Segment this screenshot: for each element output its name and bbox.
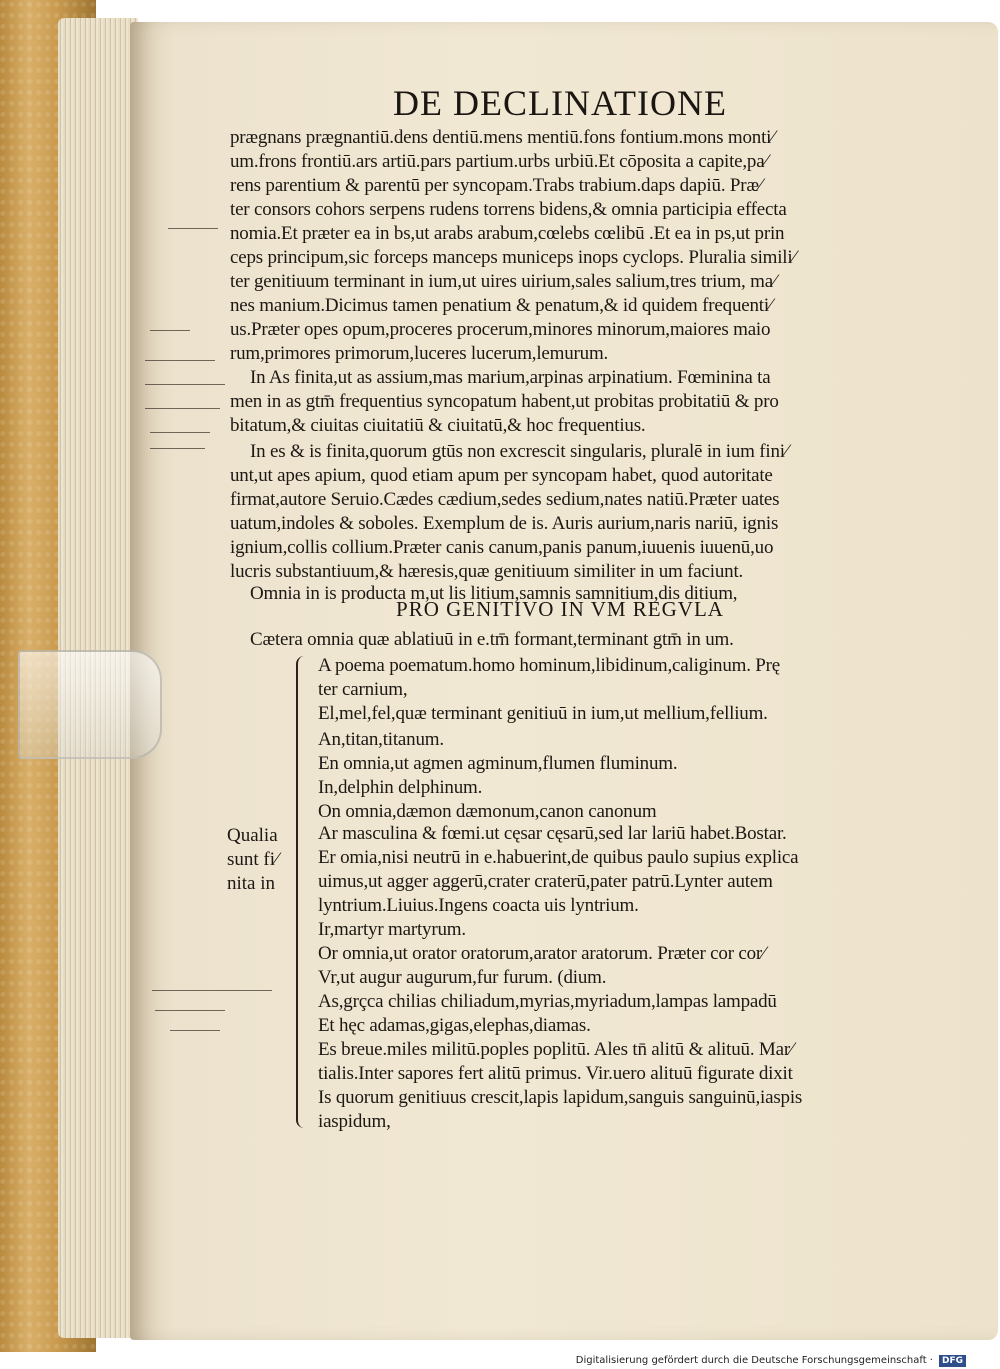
handwritten-annotation xyxy=(168,228,218,229)
list-line: lyntrium.Liuius.Ingens coacta uis lyntrium. xyxy=(318,895,639,916)
list-line: Er omia,nisi neutrū in e.habuerint,de quibus paulo supius explica xyxy=(318,847,799,868)
list-line: Ir,martyr martyrum. xyxy=(318,919,466,940)
rule-intro: Cætera omnia quæ ablatiuū in e.tm̄ formant,terminant gtm̄ in um. xyxy=(250,629,734,650)
handwritten-annotation xyxy=(152,990,272,991)
list-line: As,grçca chilias chiliadum,myrias,myriadum,lampas lampadū xyxy=(318,991,777,1012)
margin-label-line: sunt fi⁄ xyxy=(227,849,279,870)
list-line: El,mel,fel,quæ terminant genitiuū in ium,ut mellium,fellium. xyxy=(318,703,768,724)
handwritten-annotation xyxy=(150,448,205,449)
list-brace xyxy=(296,656,308,1128)
text-line: unt,ut apes apium, quod etiam apum per syncopam habet, quod autoritate xyxy=(230,465,773,486)
handwritten-annotation xyxy=(150,330,190,331)
list-line: In,delphin delphinum. xyxy=(318,777,483,798)
transparent-bookmark-tab xyxy=(18,650,162,759)
rule-heading: PRO GENITIVO IN VM REGVLA xyxy=(396,597,724,621)
text-line: rens parentium & parentū per syncopam.Trabs trabium.daps dapiū. Præ⁄ xyxy=(230,175,762,196)
text-line: us.Præter opes opum,proceres procerum,minores minorum,maiores maio xyxy=(230,319,771,340)
list-line: On omnia,dæmon dæmonum,canon canonum xyxy=(318,801,657,822)
list-line: En omnia,ut agmen agminum,flumen fluminum. xyxy=(318,753,678,774)
text-line: In es & is finita,quorum gtūs non excrescit singularis, pluralē in ium fini⁄ xyxy=(250,441,788,462)
text-line: ter consors cohors serpens rudens torrens bidens,& omnia participia effecta xyxy=(230,199,787,220)
text-line: firmat,autore Seruio.Cædes cædium,sedes sedium,nates natiū.Præter uates xyxy=(230,489,780,510)
list-line: tialis.Inter sapores fert alitū primus. Vir.uero alituū figurate dixit xyxy=(318,1063,793,1084)
list-line: Es breue.miles militū.poples poplitū. Ales tn̄ alitū & alituū. Mar⁄ xyxy=(318,1039,793,1060)
text-line: nes manium.Dicimus tamen penatium & penatum,& id quidem frequenti⁄ xyxy=(230,295,772,316)
footer-credit: Digitalisierung gefördert durch die Deutsche Forschungsgemeinschaft · xyxy=(575,1355,933,1366)
handwritten-annotation xyxy=(155,1010,225,1011)
text-line: uatum,indoles & soboles. Exemplum de is. Auris aurium,naris nariū, ignis xyxy=(230,513,779,534)
text-line: lucris substantiuum,& hæresis,quæ genitiuum similiter in um faciunt. xyxy=(230,561,744,582)
text-line: In As finita,ut as assium,mas marium,arpinas arpinatium. Fœminina ta xyxy=(250,367,771,388)
list-line: A poema poematum.homo hominum,libidinum,caliginum. Prę xyxy=(318,655,781,676)
text-line: ignium,collis collium.Præter canis canum,panis panum,iuuenis iuuenū,uo xyxy=(230,537,774,558)
list-line: Or omnia,ut orator oratorum,arator aratorum. Præter cor cor⁄ xyxy=(318,943,766,964)
text-line: ter genitiuum terminant in ium,ut uires uirium,sales salium,tres trium, ma⁄ xyxy=(230,271,776,292)
text-line: men in as gtm̄ frequentius syncopatum habent,ut probitas probitatiū & pro xyxy=(230,391,779,412)
list-line: ter carnium, xyxy=(318,679,408,700)
handwritten-annotation xyxy=(170,1030,220,1031)
list-line: Vr,ut augur augurum,fur furum. (dium. xyxy=(318,967,607,988)
handwritten-annotation xyxy=(145,360,215,361)
margin-label-line: Qualia xyxy=(227,825,278,846)
handwritten-annotation xyxy=(145,384,225,385)
text-line: um.frons frontiū.ars artiū.pars partium.urbs urbiū.Et cōposita a capite,pa⁄ xyxy=(230,151,768,172)
text-line: prægnans prægnantiū.dens dentiū.mens mentiū.fons fontium.mons monti⁄ xyxy=(230,127,775,148)
text-line: ceps principum,sic forceps manceps municeps inops cyclops. Pluralia simili⁄ xyxy=(230,247,796,268)
list-line: uimus,ut agger aggerū,crater craterū,pater patrū.Lynter autem xyxy=(318,871,773,892)
text-line: rum,primores primorum,luceres lucerum,lemurum. xyxy=(230,343,609,364)
text-line: bitatum,& ciuitas ciuitatiū & ciuitatū,& hoc frequentius. xyxy=(230,415,646,436)
list-line: An,titan,titanum. xyxy=(318,729,444,750)
page-heading: DE DECLINATIONE xyxy=(393,83,727,123)
text-line: nomia.Et præter ea in bs,ut arabs arabum,cœlebs cœlibū .Et ea in ps,ut prin xyxy=(230,223,785,244)
dfg-logo: DFG xyxy=(939,1355,966,1367)
handwritten-annotation xyxy=(145,408,220,409)
list-line: Ar masculina & fœmi.ut cęsar cęsarū,sed lar lariū habet.Bostar. xyxy=(318,823,787,844)
list-line: Is quorum genitiuus crescit,lapis lapidum,sanguis sanguinū,iaspis xyxy=(318,1087,803,1108)
margin-label-line: nita in xyxy=(227,873,276,894)
footer xyxy=(576,1352,966,1369)
margin-label xyxy=(227,824,297,896)
text-line: Omnia in is producta m,ut lis litium,samnis samnitium,dis ditium, xyxy=(250,583,738,604)
list-line: iaspidum, xyxy=(318,1111,391,1132)
list-line: Et hęc adamas,gigas,elephas,diamas. xyxy=(318,1015,591,1036)
handwritten-annotation xyxy=(150,432,210,433)
